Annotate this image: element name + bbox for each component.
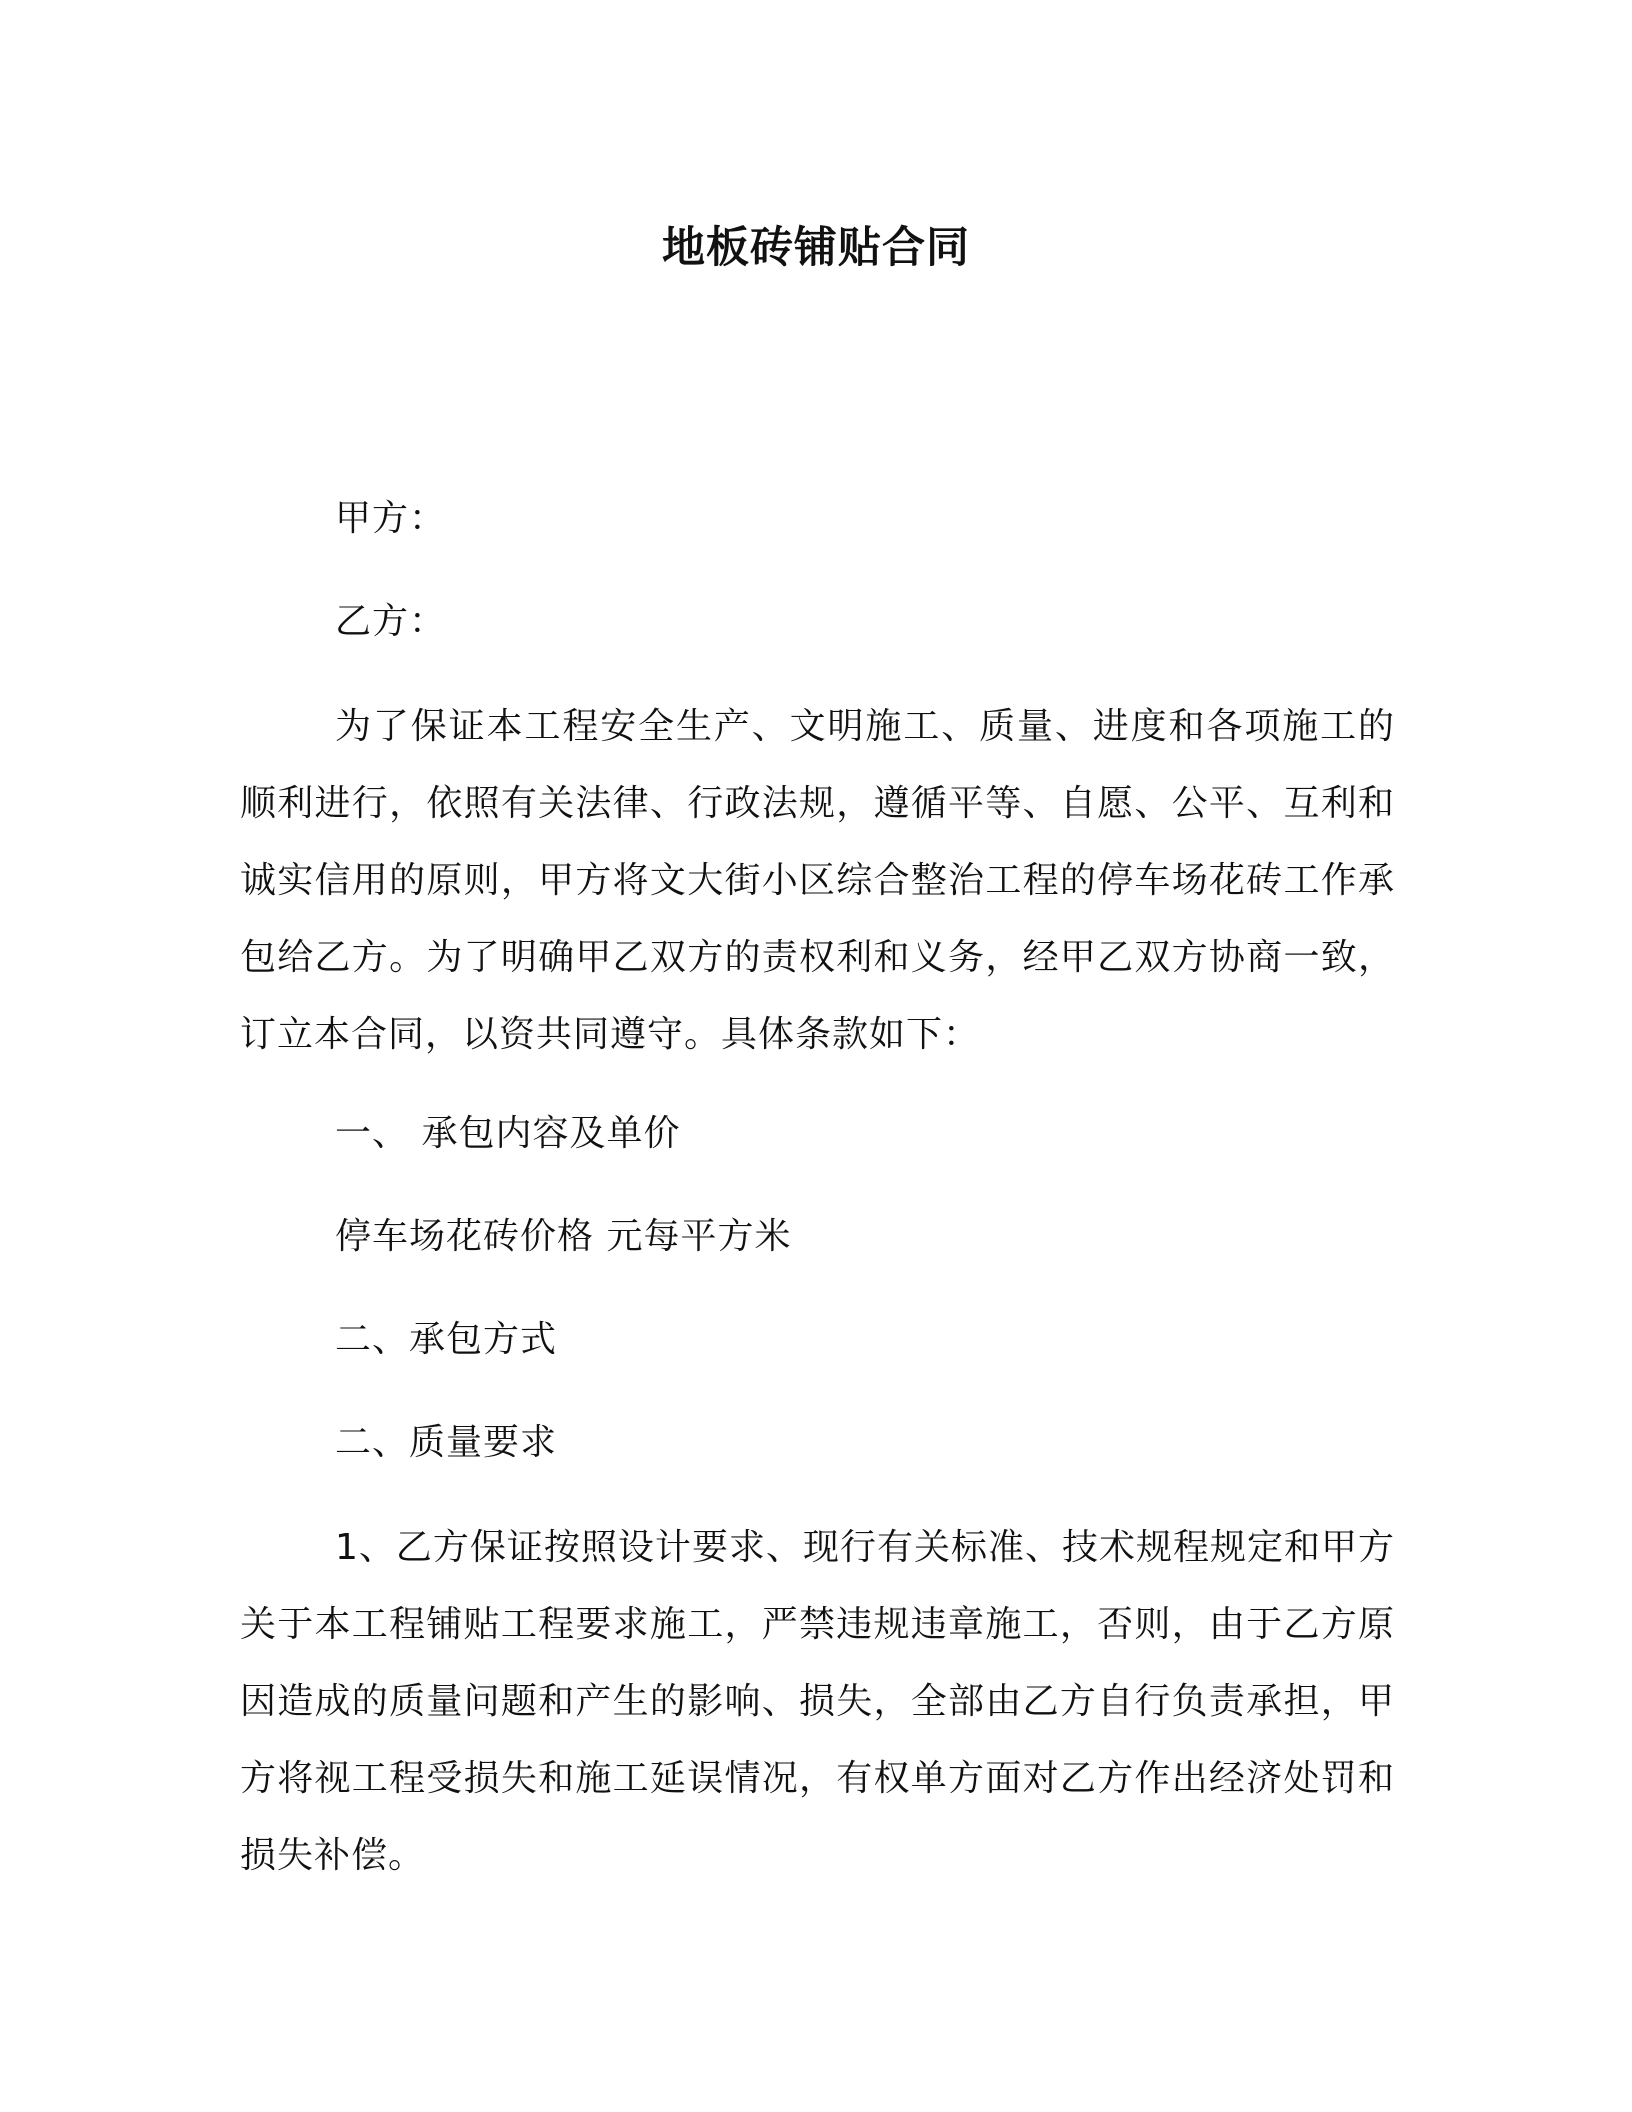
- party-a-label: 甲方：: [335, 498, 447, 539]
- section-3-heading: 二、质量要求: [335, 1422, 558, 1463]
- section-1-content: 停车场花砖价格 元每平方米: [335, 1216, 792, 1257]
- clause-1-paragraph: 1、乙方保证按照设计要求、现行有关标准、技术规程规定和甲方关于本工程铺贴工程要求施工，严禁违规违章施工，否则，由于乙方原因造成的质量问题和产生的影响、损失，全部由乙方自行负责承担，甲方将视工程受损失和施工延误情况，有权单方面对乙方作出经济处罚和损失补偿。: [240, 1527, 1395, 1876]
- preamble-paragraph: 为了保证本工程安全生产、文明施工、质量、进度和各项施工的顺利进行，依照有关法律、行政法规，遵循平等、自愿、公平、互利和诚实信用的原则，甲方将文大街小区综合整治工程的停车场花砖工作承包给乙方。为了明确甲乙双方的责权利和义务，经甲乙双方协商一致，订立本合同，以资共同遵守。具体条款如下：: [240, 706, 1395, 1055]
- party-b-label: 乙方：: [335, 601, 447, 642]
- section-2-heading: 二、承包方式: [335, 1319, 558, 1360]
- document-title: 地板砖铺贴合同: [662, 223, 970, 273]
- section-1-heading: 一、 承包内容及单价: [335, 1113, 681, 1154]
